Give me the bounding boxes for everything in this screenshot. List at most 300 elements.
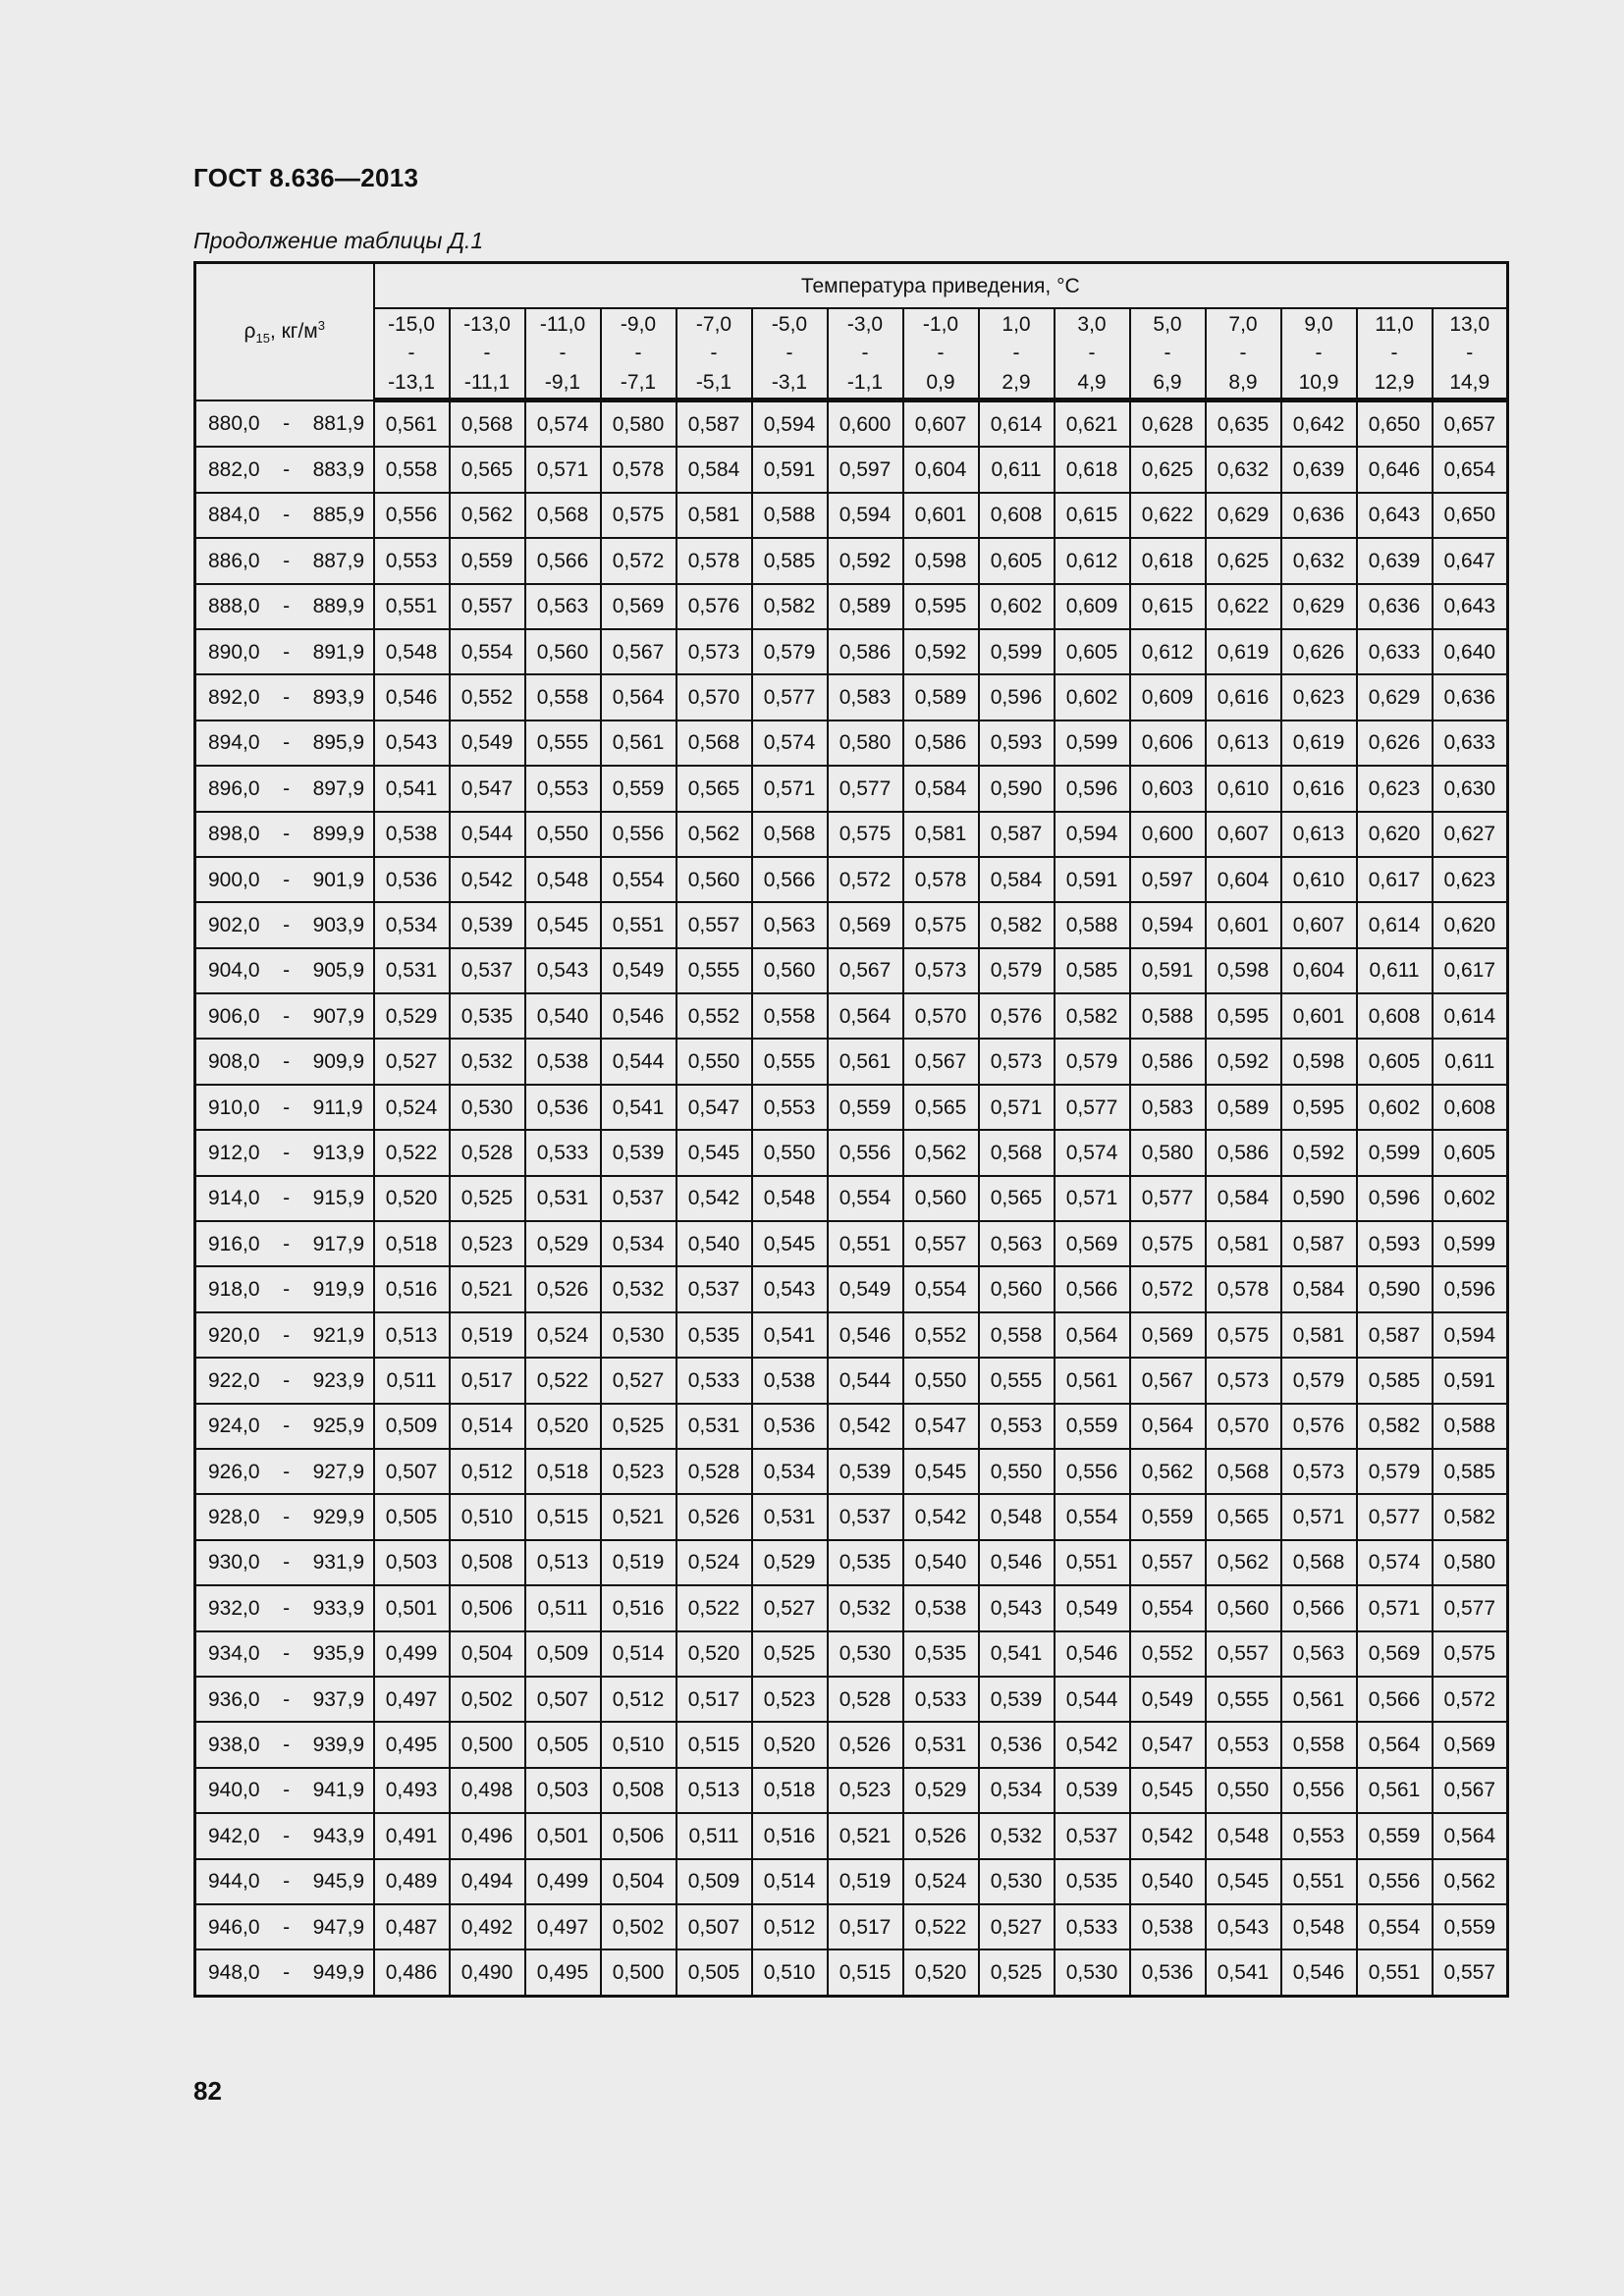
table-cell: 0,569 xyxy=(1433,1722,1508,1767)
table-cell: 0,522 xyxy=(903,1904,979,1949)
table-cell: 0,534 xyxy=(601,1221,677,1266)
table-row xyxy=(195,538,1508,583)
range-separator: - xyxy=(283,411,291,435)
table-row xyxy=(195,857,1508,902)
table-cell: 0,568 xyxy=(1206,1449,1281,1494)
density-from: 942,0 xyxy=(208,1824,260,1847)
density-range-cell xyxy=(195,538,374,583)
temperature-range-header xyxy=(1357,308,1433,400)
table-cell: 0,556 xyxy=(601,812,677,857)
table-cell: 0,493 xyxy=(374,1768,450,1813)
density-from: 924,0 xyxy=(208,1415,260,1438)
table-cell: 0,554 xyxy=(903,1266,979,1311)
table-cell: 0,552 xyxy=(1130,1631,1206,1677)
density-from: 892,0 xyxy=(208,686,260,710)
table-cell: 0,632 xyxy=(1206,447,1281,492)
table-cell: 0,608 xyxy=(1433,1085,1508,1130)
density-range-cell xyxy=(195,629,374,674)
table-cell: 0,607 xyxy=(1281,902,1357,947)
table-cell: 0,558 xyxy=(752,993,828,1039)
table-cell: 0,550 xyxy=(903,1358,979,1403)
table-cell: 0,597 xyxy=(828,447,903,492)
table-cell: 0,525 xyxy=(601,1404,677,1449)
table-cell: 0,586 xyxy=(828,629,903,674)
table-cell: 0,600 xyxy=(1130,812,1206,857)
temperature-range-header xyxy=(828,308,903,400)
table-cell: 0,599 xyxy=(979,629,1055,674)
table-cell: 0,541 xyxy=(1206,1949,1281,1996)
table-cell: 0,607 xyxy=(903,400,979,448)
table-row xyxy=(195,1677,1508,1722)
table-cell: 0,555 xyxy=(979,1358,1055,1403)
table-cell: 0,571 xyxy=(979,1085,1055,1130)
table-cell: 0,507 xyxy=(677,1904,752,1949)
table-cell: 0,515 xyxy=(677,1722,752,1767)
table-cell: 0,639 xyxy=(1281,447,1357,492)
table-cell: 0,508 xyxy=(450,1540,525,1585)
density-to: 899,9 xyxy=(312,823,365,846)
table-cell: 0,602 xyxy=(1433,1176,1508,1221)
range-dash: - xyxy=(1088,342,1096,364)
table-cell: 0,620 xyxy=(1433,902,1508,947)
density-to: 883,9 xyxy=(312,458,365,482)
table-cell: 0,546 xyxy=(1281,1949,1357,1996)
table-cell: 0,646 xyxy=(1357,447,1433,492)
table-cell: 0,513 xyxy=(677,1768,752,1813)
table-cell: 0,542 xyxy=(1130,1813,1206,1858)
table-cell: 0,555 xyxy=(677,948,752,993)
table-cell: 0,569 xyxy=(1130,1312,1206,1358)
table-row xyxy=(195,721,1508,766)
table-cell: 0,629 xyxy=(1206,493,1281,538)
table-cell: 0,578 xyxy=(677,538,752,583)
table-cell: 0,582 xyxy=(1055,993,1130,1039)
table-cell: 0,520 xyxy=(903,1949,979,1996)
table-cell: 0,517 xyxy=(828,1904,903,1949)
table-cell: 0,536 xyxy=(525,1085,601,1130)
table-row xyxy=(195,902,1508,947)
table-cell: 0,529 xyxy=(752,1540,828,1585)
table-cell: 0,544 xyxy=(601,1039,677,1084)
table-cell: 0,502 xyxy=(601,1904,677,1949)
table-cell: 0,589 xyxy=(828,584,903,629)
density-from: 884,0 xyxy=(208,504,260,527)
table-cell: 0,553 xyxy=(374,538,450,583)
table-cell: 0,571 xyxy=(1281,1494,1357,1539)
table-cell: 0,543 xyxy=(752,1266,828,1311)
table-cell: 0,527 xyxy=(979,1904,1055,1949)
table-cell: 0,547 xyxy=(677,1085,752,1130)
table-cell: 0,545 xyxy=(903,1449,979,1494)
table-cell: 0,541 xyxy=(979,1631,1055,1677)
range-from: -11,0 xyxy=(539,313,586,336)
range-separator: - xyxy=(283,1460,291,1483)
temperature-range-header xyxy=(1206,308,1281,400)
table-cell: 0,504 xyxy=(450,1631,525,1677)
table-row xyxy=(195,1722,1508,1767)
table-cell: 0,497 xyxy=(525,1904,601,1949)
range-dash: - xyxy=(407,342,415,364)
table-cell: 0,534 xyxy=(374,902,450,947)
table-cell: 0,562 xyxy=(1130,1449,1206,1494)
table-cell: 0,536 xyxy=(979,1722,1055,1767)
table-cell: 0,505 xyxy=(677,1949,752,1996)
table-cell: 0,612 xyxy=(1130,629,1206,674)
density-range-cell xyxy=(195,1039,374,1084)
table-cell: 0,541 xyxy=(601,1085,677,1130)
table-cell: 0,527 xyxy=(752,1585,828,1630)
table-row xyxy=(195,1176,1508,1221)
table-cell: 0,596 xyxy=(979,674,1055,720)
table-cell: 0,551 xyxy=(1357,1949,1433,1996)
table-cell: 0,635 xyxy=(1206,400,1281,448)
table-cell: 0,582 xyxy=(979,902,1055,947)
table-cell: 0,541 xyxy=(374,766,450,811)
table-cell: 0,594 xyxy=(1055,812,1130,857)
table-cell: 0,566 xyxy=(525,538,601,583)
table-cell: 0,581 xyxy=(1281,1312,1357,1358)
table-cell: 0,524 xyxy=(903,1859,979,1904)
table-cell: 0,559 xyxy=(1130,1494,1206,1539)
table-cell: 0,532 xyxy=(601,1266,677,1311)
table-cell: 0,526 xyxy=(903,1813,979,1858)
table-cell: 0,569 xyxy=(828,902,903,947)
table-cell: 0,614 xyxy=(1357,902,1433,947)
density-range-cell xyxy=(195,812,374,857)
table-cell: 0,623 xyxy=(1433,857,1508,902)
table-cell: 0,568 xyxy=(677,721,752,766)
table-cell: 0,621 xyxy=(1055,400,1130,448)
table-cell: 0,586 xyxy=(1206,1130,1281,1175)
table-cell: 0,498 xyxy=(450,1768,525,1813)
table-cell: 0,602 xyxy=(979,584,1055,629)
table-cell: 0,577 xyxy=(1055,1085,1130,1130)
table-cell: 0,508 xyxy=(601,1768,677,1813)
table-cell: 0,506 xyxy=(450,1585,525,1630)
table-cell: 0,654 xyxy=(1433,447,1508,492)
table-cell: 0,557 xyxy=(1206,1631,1281,1677)
density-from: 902,0 xyxy=(208,913,260,936)
table-cell: 0,551 xyxy=(1055,1540,1130,1585)
table-cell: 0,547 xyxy=(450,766,525,811)
table-cell: 0,577 xyxy=(1433,1585,1508,1630)
range-dash: - xyxy=(1390,342,1398,364)
table-cell: 0,519 xyxy=(450,1312,525,1358)
table-cell: 0,543 xyxy=(374,721,450,766)
table-cell: 0,535 xyxy=(1055,1859,1130,1904)
table-cell: 0,519 xyxy=(828,1859,903,1904)
table-cell: 0,515 xyxy=(828,1949,903,1996)
table-cell: 0,558 xyxy=(525,674,601,720)
density-range-cell xyxy=(195,857,374,902)
table-cell: 0,590 xyxy=(1357,1266,1433,1311)
range-to: -5,1 xyxy=(695,371,732,394)
range-dash: - xyxy=(710,342,718,364)
table-cell: 0,591 xyxy=(752,447,828,492)
table-cell: 0,543 xyxy=(525,948,601,993)
density-to: 907,9 xyxy=(312,1004,365,1028)
range-to: -7,1 xyxy=(620,371,657,394)
range-separator: - xyxy=(283,776,291,800)
density-from: 898,0 xyxy=(208,823,260,846)
table-cell: 0,518 xyxy=(374,1221,450,1266)
density-from: 918,0 xyxy=(208,1278,260,1302)
table-cell: 0,546 xyxy=(374,674,450,720)
table-cell: 0,581 xyxy=(1206,1221,1281,1266)
range-separator: - xyxy=(283,504,291,527)
table-cell: 0,589 xyxy=(1206,1085,1281,1130)
table-cell: 0,600 xyxy=(828,400,903,448)
table-cell: 0,500 xyxy=(450,1722,525,1767)
range-to: -11,1 xyxy=(463,371,511,394)
table-cell: 0,542 xyxy=(1055,1722,1130,1767)
table-cell: 0,571 xyxy=(525,447,601,492)
density-range-cell xyxy=(195,766,374,811)
table-cell: 0,595 xyxy=(1281,1085,1357,1130)
table-cell: 0,636 xyxy=(1281,493,1357,538)
density-to: 921,9 xyxy=(312,1323,365,1347)
density-from: 894,0 xyxy=(208,731,260,755)
table-cell: 0,642 xyxy=(1281,400,1357,448)
table-cell: 0,580 xyxy=(601,400,677,448)
table-cell: 0,553 xyxy=(525,766,601,811)
range-separator: - xyxy=(283,1278,291,1302)
table-row xyxy=(195,1859,1508,1904)
table-cell: 0,558 xyxy=(374,447,450,492)
table-cell: 0,625 xyxy=(1206,538,1281,583)
table-cell: 0,530 xyxy=(828,1631,903,1677)
density-from: 946,0 xyxy=(208,1915,260,1939)
table-cell: 0,559 xyxy=(1055,1404,1130,1449)
table-cell: 0,530 xyxy=(1055,1949,1130,1996)
table-cell: 0,531 xyxy=(752,1494,828,1539)
range-to: 0,9 xyxy=(926,371,955,394)
rho-subscript: 15 xyxy=(255,330,270,346)
range-from: 3,0 xyxy=(1077,313,1107,336)
table-cell: 0,514 xyxy=(601,1631,677,1677)
density-range-cell xyxy=(195,1085,374,1130)
table-cell: 0,599 xyxy=(1433,1221,1508,1266)
table-cell: 0,568 xyxy=(979,1130,1055,1175)
table-cell: 0,594 xyxy=(1130,902,1206,947)
density-to: 931,9 xyxy=(312,1551,365,1575)
range-from: 13,0 xyxy=(1449,313,1490,336)
density-to: 937,9 xyxy=(312,1687,365,1711)
density-range-cell xyxy=(195,1130,374,1175)
range-separator: - xyxy=(283,1004,291,1028)
density-from: 938,0 xyxy=(208,1734,260,1757)
table-cell: 0,535 xyxy=(677,1312,752,1358)
table-cell: 0,591 xyxy=(1130,948,1206,993)
table-row xyxy=(195,493,1508,538)
density-to: 915,9 xyxy=(312,1187,365,1210)
density-from: 922,0 xyxy=(208,1368,260,1392)
table-cell: 0,528 xyxy=(677,1449,752,1494)
table-cell: 0,573 xyxy=(979,1039,1055,1084)
table-cell: 0,596 xyxy=(1357,1176,1433,1221)
density-to: 949,9 xyxy=(312,1960,365,1984)
table-row xyxy=(195,1949,1508,1996)
table-cell: 0,619 xyxy=(1206,629,1281,674)
table-cell: 0,523 xyxy=(828,1768,903,1813)
table-cell: 0,592 xyxy=(1206,1039,1281,1084)
table-cell: 0,539 xyxy=(450,902,525,947)
density-to: 933,9 xyxy=(312,1596,365,1620)
density-from: 920,0 xyxy=(208,1323,260,1347)
range-separator: - xyxy=(283,1734,291,1757)
density-range-cell xyxy=(195,1266,374,1311)
table-row xyxy=(195,1768,1508,1813)
table-cell: 0,565 xyxy=(903,1085,979,1130)
table-cell: 0,576 xyxy=(1281,1404,1357,1449)
table-cell: 0,594 xyxy=(752,400,828,448)
table-cell: 0,548 xyxy=(374,629,450,674)
table-cell: 0,574 xyxy=(1357,1540,1433,1585)
table-cell: 0,588 xyxy=(1130,993,1206,1039)
table-cell: 0,524 xyxy=(677,1540,752,1585)
table-cell: 0,491 xyxy=(374,1813,450,1858)
density-range-cell xyxy=(195,1221,374,1266)
table-cell: 0,565 xyxy=(1206,1494,1281,1539)
table-cell: 0,579 xyxy=(752,629,828,674)
table-cell: 0,539 xyxy=(1055,1768,1130,1813)
table-cell: 0,592 xyxy=(1281,1130,1357,1175)
table-cell: 0,518 xyxy=(752,1768,828,1813)
table-cell: 0,560 xyxy=(979,1266,1055,1311)
table-cell: 0,527 xyxy=(601,1358,677,1403)
table-cell: 0,590 xyxy=(979,766,1055,811)
table-cell: 0,650 xyxy=(1357,400,1433,448)
table-cell: 0,578 xyxy=(601,447,677,492)
table-cell: 0,614 xyxy=(979,400,1055,448)
table-cell: 0,593 xyxy=(979,721,1055,766)
table-cell: 0,514 xyxy=(752,1859,828,1904)
range-to: 6,9 xyxy=(1153,371,1182,394)
table-cell: 0,571 xyxy=(1055,1176,1130,1221)
table-cell: 0,587 xyxy=(979,812,1055,857)
table-cell: 0,563 xyxy=(525,584,601,629)
table-cell: 0,497 xyxy=(374,1677,450,1722)
density-to: 889,9 xyxy=(312,595,365,618)
table-row xyxy=(195,812,1508,857)
temperature-range-header xyxy=(677,308,752,400)
range-to: 12,9 xyxy=(1374,371,1415,394)
table-cell: 0,548 xyxy=(752,1176,828,1221)
table-cell: 0,539 xyxy=(601,1130,677,1175)
table-cell: 0,565 xyxy=(450,447,525,492)
table-cell: 0,584 xyxy=(979,857,1055,902)
table-row xyxy=(195,1540,1508,1585)
table-cell: 0,543 xyxy=(1206,1904,1281,1949)
density-range-cell xyxy=(195,447,374,492)
table-cell: 0,569 xyxy=(1357,1631,1433,1677)
range-separator: - xyxy=(283,1141,291,1164)
table-cell: 0,581 xyxy=(677,493,752,538)
table-cell: 0,506 xyxy=(601,1813,677,1858)
range-dash: - xyxy=(937,342,945,364)
table-cell: 0,512 xyxy=(752,1904,828,1949)
range-from: 7,0 xyxy=(1228,313,1258,336)
density-range-cell xyxy=(195,1404,374,1449)
table-cell: 0,496 xyxy=(450,1813,525,1858)
table-cell: 0,553 xyxy=(1281,1813,1357,1858)
table-cell: 0,613 xyxy=(1206,721,1281,766)
table-cell: 0,598 xyxy=(903,538,979,583)
table-cell: 0,511 xyxy=(525,1585,601,1630)
range-separator: - xyxy=(283,1915,291,1939)
range-separator: - xyxy=(283,1187,291,1210)
table-cell: 0,503 xyxy=(525,1768,601,1813)
range-from: 5,0 xyxy=(1153,313,1182,336)
table-cell: 0,572 xyxy=(601,538,677,583)
range-separator: - xyxy=(283,1368,291,1392)
table-cell: 0,517 xyxy=(677,1677,752,1722)
table-cell: 0,615 xyxy=(1130,584,1206,629)
range-separator: - xyxy=(283,1323,291,1347)
table-cell: 0,523 xyxy=(752,1677,828,1722)
table-cell: 0,611 xyxy=(1357,948,1433,993)
table-cell: 0,643 xyxy=(1433,584,1508,629)
table-row xyxy=(195,1813,1508,1858)
table-cell: 0,575 xyxy=(828,812,903,857)
table-cell: 0,594 xyxy=(828,493,903,538)
table-cell: 0,562 xyxy=(1433,1859,1508,1904)
table-row xyxy=(195,1494,1508,1539)
density-from: 888,0 xyxy=(208,595,260,618)
table-cell: 0,584 xyxy=(903,766,979,811)
table-cell: 0,521 xyxy=(601,1494,677,1539)
table-cell: 0,501 xyxy=(374,1585,450,1630)
table-cell: 0,577 xyxy=(828,766,903,811)
density-to: 913,9 xyxy=(312,1141,365,1164)
table-cell: 0,509 xyxy=(374,1404,450,1449)
table-cell: 0,577 xyxy=(752,674,828,720)
table-cell: 0,549 xyxy=(1130,1677,1206,1722)
density-from: 890,0 xyxy=(208,640,260,664)
density-from: 886,0 xyxy=(208,549,260,572)
table-cell: 0,567 xyxy=(828,948,903,993)
table-cell: 0,622 xyxy=(1206,584,1281,629)
table-cell: 0,518 xyxy=(525,1449,601,1494)
density-to: 941,9 xyxy=(312,1779,365,1802)
range-separator: - xyxy=(283,959,291,983)
table-cell: 0,609 xyxy=(1130,674,1206,720)
temperature-range-header xyxy=(1055,308,1130,400)
density-range-cell xyxy=(195,1904,374,1949)
table-cell: 0,539 xyxy=(979,1677,1055,1722)
table-cell: 0,616 xyxy=(1206,674,1281,720)
density-range-cell xyxy=(195,721,374,766)
table-cell: 0,630 xyxy=(1433,766,1508,811)
table-cell: 0,569 xyxy=(1055,1221,1130,1266)
table-cell: 0,554 xyxy=(601,857,677,902)
table-cell: 0,511 xyxy=(374,1358,450,1403)
table-cell: 0,601 xyxy=(1206,902,1281,947)
table-cell: 0,579 xyxy=(1281,1358,1357,1403)
density-to: 893,9 xyxy=(312,686,365,710)
table-cell: 0,584 xyxy=(1281,1266,1357,1311)
table-cell: 0,560 xyxy=(1206,1585,1281,1630)
table-cell: 0,560 xyxy=(903,1176,979,1221)
temperature-range-row xyxy=(195,308,1508,400)
density-range-cell xyxy=(195,1768,374,1813)
table-cell: 0,618 xyxy=(1130,538,1206,583)
table-cell: 0,566 xyxy=(1281,1585,1357,1630)
table-cell: 0,567 xyxy=(903,1039,979,1084)
table-cell: 0,532 xyxy=(828,1585,903,1630)
density-range-cell xyxy=(195,1631,374,1677)
table-cell: 0,582 xyxy=(1433,1494,1508,1539)
